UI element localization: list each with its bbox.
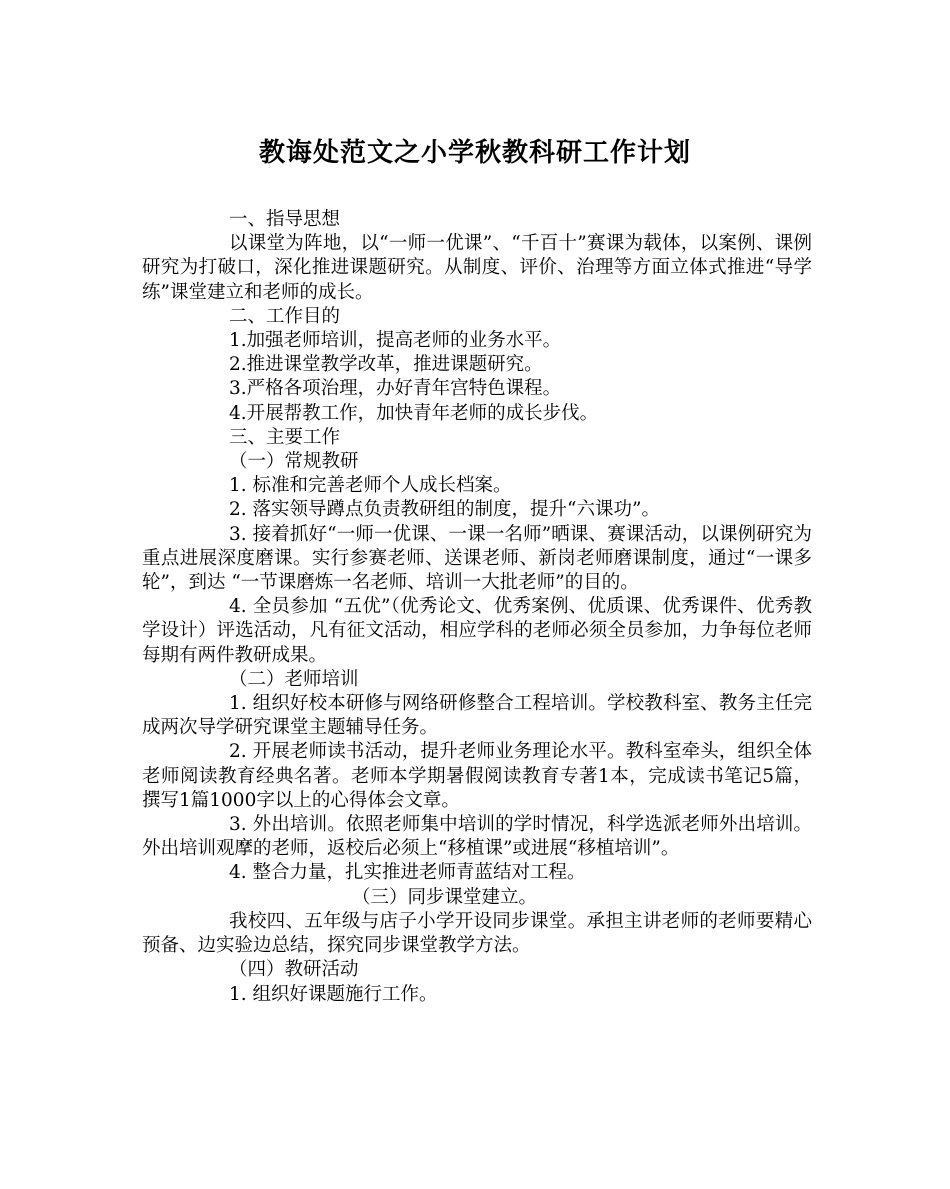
list-item: 2. 开展老师读书活动，提升老师业务理论水平。教科室牵头，组织全体老师阅读教育经典名著。老师本学期暑假阅读教育专著1本，完成读书笔记5篇，撰写1篇1000字以上的心得体会文章。 bbox=[142, 741, 812, 811]
subsection-heading: （二）老师培训 bbox=[229, 668, 359, 690]
section-heading: 三、主要工作 bbox=[229, 426, 341, 448]
list-item: 2.推进课堂教学改革，推进课题研究。 bbox=[229, 354, 543, 376]
document-title: 教诲处范文之小学秋教科研工作计划 bbox=[258, 138, 691, 168]
list-item: 1. 标准和完善老师个人成长档案。 bbox=[229, 475, 512, 497]
section-heading: 二、工作目的 bbox=[229, 305, 341, 327]
list-item: 4. 全员参加 “五优”（优秀论文、优秀案例、优质课、优秀课件、优秀教学设计）评选活动，凡有征文活动，相应学科的老师必须全员参加，力争每位老师每期有两件教研成果。 bbox=[142, 596, 812, 666]
section-heading: 一、指导思想 bbox=[229, 209, 341, 230]
subsection-heading: （三）同步课堂建立。 bbox=[352, 886, 538, 908]
subsection-heading: （四）教研活动 bbox=[229, 959, 359, 981]
subsection-heading: （一）常规教研 bbox=[229, 451, 359, 473]
list-item: 1. 组织好课题施行工作。 bbox=[229, 983, 438, 1005]
list-item: 1. 组织好校本研修与网络研修整合工程培训。学校教科室、教务主任完成两次导学研究课堂主题辅导任务。 bbox=[142, 693, 812, 739]
list-item: 3. 外出培训。依照老师集中培训的学时情况，科学选派老师外出培训。外出培训观摩的老师，返校后必须上“移植课”或进展“移植培训”。 bbox=[142, 814, 812, 860]
list-item: 1.加强老师培训，提高老师的业务水平。 bbox=[229, 330, 562, 352]
document-body bbox=[142, 208, 812, 1007]
list-item: 2. 落实领导蹲点负责教研组的制度，提升“六课功”。 bbox=[229, 499, 660, 521]
list-item: 3. 接着抓好“一师一优课、一课一名师”晒课、赛课活动，以课例研究为重点进展深度磨课。实行参赛老师、送课老师、新岗老师磨课制度，通过“一课多轮”，到达 “一节课磨炼一名老师、培训一大批老师”的目的。 bbox=[142, 523, 812, 594]
list-item: 4. 整合力量，扎实推进老师青蓝结对工程。 bbox=[229, 862, 586, 884]
body-paragraph: 我校四、五年级与店子小学开设同步课堂。承担主讲老师的老师要精心预备、边实验边总结，探究同步课堂教学方法。 bbox=[142, 910, 812, 957]
list-item: 4.开展帮教工作，加快青年老师的成长步伐。 bbox=[229, 402, 599, 424]
body-paragraph: 以课堂为阵地，以“一师一优课”、“千百十”赛课为载体，以案例、课例研究为打破口，深化推进课题研究。从制度、评价、治理等方面立体式推进“导学练”课堂建立和老师的成长。 bbox=[142, 233, 812, 303]
list-item: 3.严格各项治理，办好青年宫特色课程。 bbox=[229, 378, 562, 400]
